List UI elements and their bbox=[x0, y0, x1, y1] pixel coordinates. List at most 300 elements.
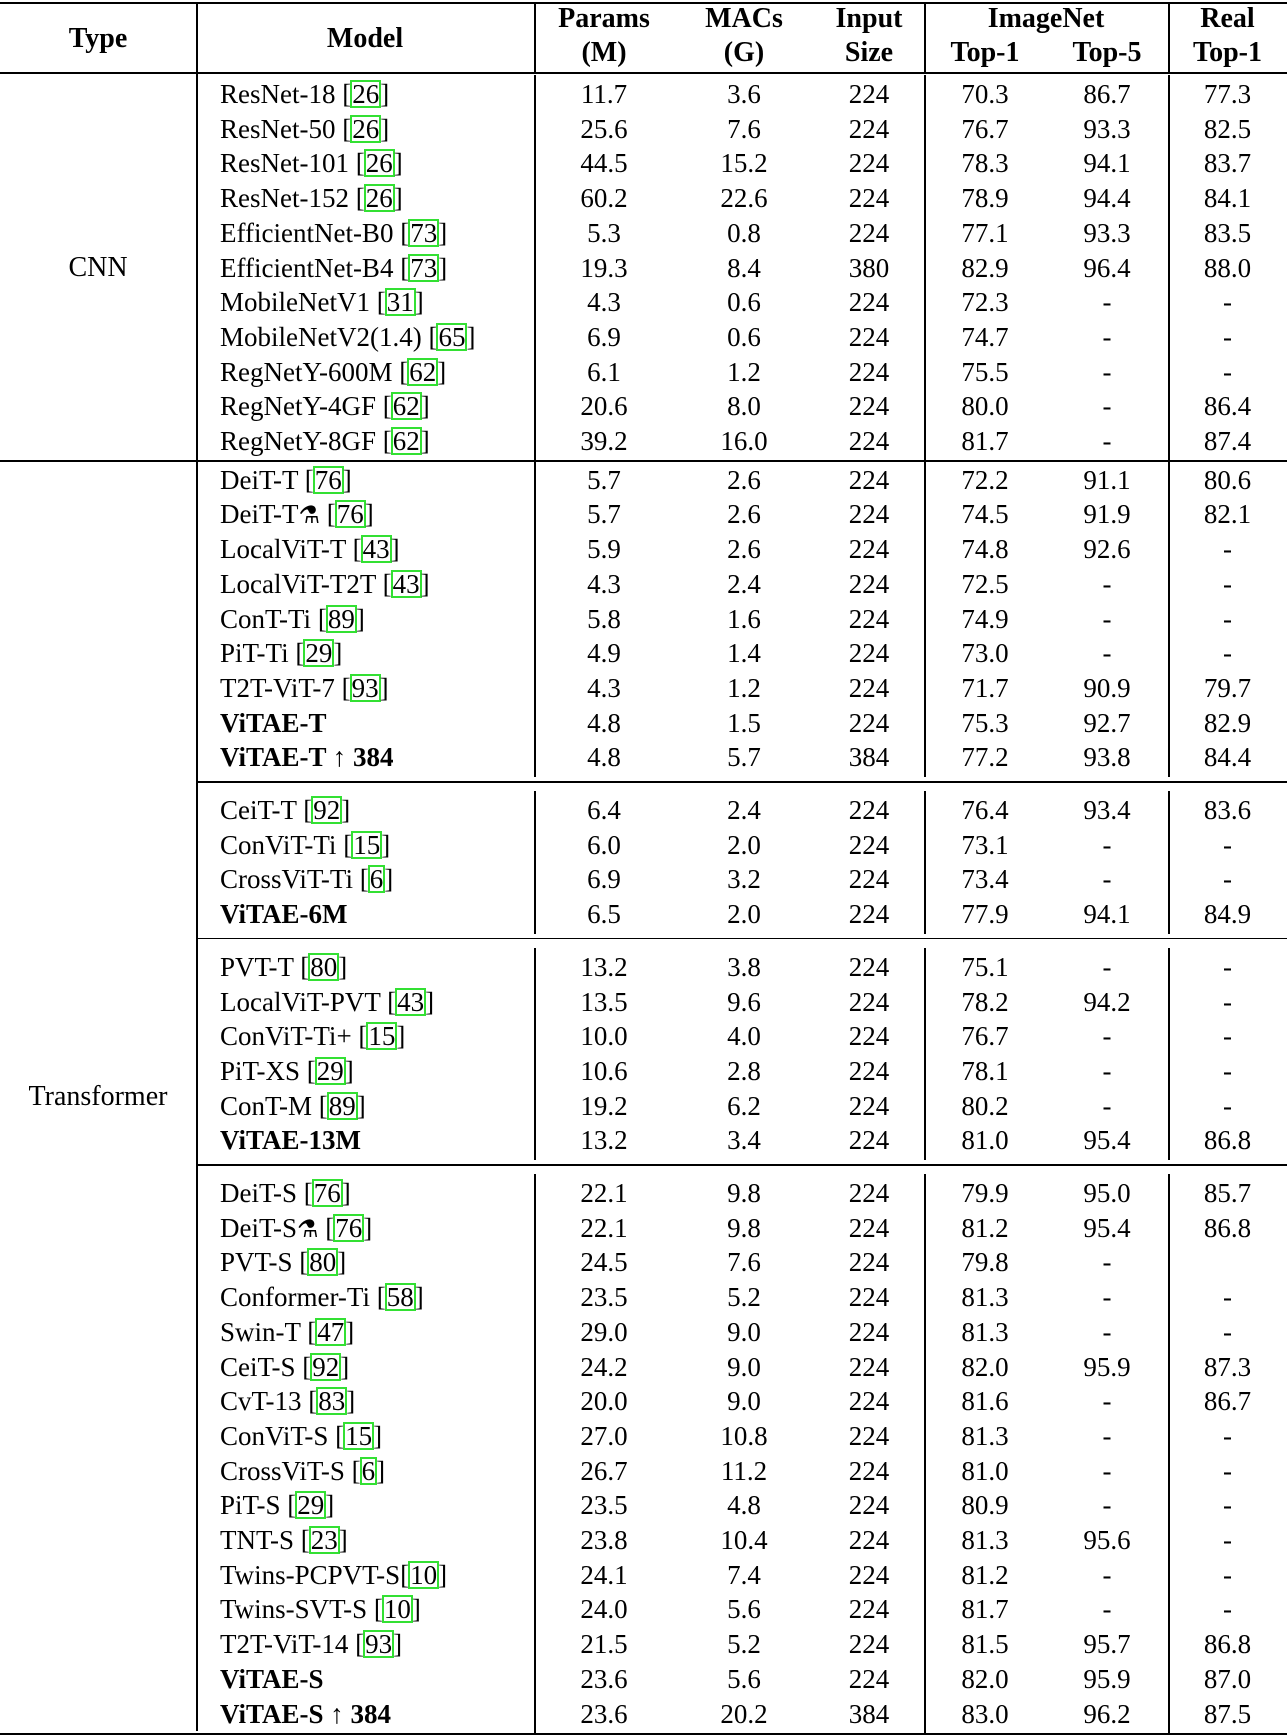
model-name: DeiT-T⚗ [76] bbox=[220, 499, 374, 530]
citation-link[interactable]: 62 bbox=[392, 426, 420, 456]
cell-real: - bbox=[1223, 1055, 1232, 1086]
cell-top1: 78.3 bbox=[961, 148, 1009, 179]
distillation-icon: ⚗ bbox=[297, 1216, 319, 1243]
cell-top5: 94.4 bbox=[1083, 183, 1131, 214]
citation-link[interactable]: 26 bbox=[365, 148, 393, 179]
cell-top5: 95.4 bbox=[1083, 1125, 1131, 1156]
header-model: Model bbox=[326, 23, 404, 54]
model-name: RegNetY-8GF [62] bbox=[220, 426, 430, 456]
model-name-text: LocalViT-T2T bbox=[220, 568, 383, 599]
cell-input: 224 bbox=[848, 1316, 890, 1347]
cell-input: 224 bbox=[848, 1594, 890, 1625]
citation-link[interactable]: 93 bbox=[365, 1629, 393, 1660]
cell-top5: 95.4 bbox=[1083, 1212, 1131, 1243]
cell-top5: 93.8 bbox=[1083, 742, 1131, 773]
cell-input: 224 bbox=[848, 183, 890, 214]
cell-top5: 95.9 bbox=[1083, 1663, 1131, 1694]
cell-top1: 83.0 bbox=[961, 1698, 1009, 1729]
cell-top1: 75.1 bbox=[961, 951, 1009, 982]
cell-top5: 90.9 bbox=[1083, 672, 1131, 703]
model-name-text: EfficientNet-B4 bbox=[220, 252, 401, 283]
cell-top1: 78.1 bbox=[961, 1055, 1009, 1086]
cell-top1: 81.0 bbox=[961, 1125, 1009, 1156]
cell-top5: 93.3 bbox=[1083, 113, 1131, 144]
column-rule bbox=[1168, 1174, 1170, 1733]
cell-top5: 91.1 bbox=[1083, 464, 1131, 495]
cell-real: 77.3 bbox=[1203, 79, 1252, 109]
cell-input: 224 bbox=[848, 534, 890, 565]
cell-input: 224 bbox=[848, 1055, 890, 1086]
model-name: T2T-ViT-7 [93] bbox=[220, 672, 389, 703]
cell-real: 88.0 bbox=[1203, 252, 1252, 283]
model-name: LocalViT-T [43] bbox=[220, 534, 400, 565]
cell-top1: 77.9 bbox=[961, 899, 1009, 930]
cell-input: 224 bbox=[848, 899, 890, 930]
cell-macs: 9.6 bbox=[727, 986, 761, 1017]
cell-top5: 95.6 bbox=[1083, 1525, 1131, 1555]
cell-input: 224 bbox=[848, 1090, 890, 1121]
cell-macs: 9.0 bbox=[727, 1386, 761, 1417]
cell-params: 39.2 bbox=[580, 426, 628, 456]
cell-top1: 81.2 bbox=[961, 1212, 1009, 1243]
cell-top1: 82.0 bbox=[961, 1351, 1009, 1382]
cell-params: 19.3 bbox=[580, 252, 628, 283]
cell-input: 224 bbox=[848, 391, 890, 422]
cell-input: 224 bbox=[848, 986, 890, 1017]
citation-link[interactable]: 92 bbox=[313, 795, 341, 825]
model-name bbox=[220, 740, 394, 774]
cell-input: 224 bbox=[848, 148, 890, 179]
cell-real: 82.1 bbox=[1203, 499, 1252, 530]
header-imagenet: ImageNet bbox=[987, 3, 1105, 34]
cell-macs: 5.2 bbox=[727, 1282, 761, 1313]
citation-link[interactable]: 43 bbox=[392, 568, 420, 599]
cell-params: 11.7 bbox=[580, 79, 628, 109]
cell-top5: 92.6 bbox=[1083, 534, 1131, 565]
header-params: Params bbox=[558, 3, 650, 34]
cell-input: 224 bbox=[848, 113, 890, 144]
cell-macs: 11.2 bbox=[720, 1455, 768, 1486]
cell-top5: - bbox=[1102, 321, 1112, 352]
cell-top5: - bbox=[1102, 1386, 1112, 1417]
cell-real: - bbox=[1223, 1316, 1232, 1347]
model-name: Twins-PCPVT-S[10] bbox=[220, 1559, 448, 1590]
model-name-text: Swin-T bbox=[220, 1316, 308, 1347]
cell-top5: - bbox=[1102, 1490, 1112, 1521]
cell-real: 84.1 bbox=[1203, 183, 1252, 214]
cell-top1: 81.0 bbox=[961, 1455, 1009, 1486]
cell-input: 224 bbox=[848, 603, 890, 634]
cell-top5: 94.1 bbox=[1083, 899, 1131, 930]
model-name-text: CeiT-S bbox=[220, 1351, 303, 1382]
cell-params: 22.1 bbox=[580, 1178, 628, 1208]
cell-top1: 81.3 bbox=[961, 1282, 1009, 1313]
model-name: PiT-S [29] bbox=[220, 1490, 335, 1521]
model-name-text: MobileNetV1 bbox=[220, 287, 377, 318]
cell-macs: 20.2 bbox=[720, 1698, 768, 1729]
group-rule bbox=[196, 1164, 1287, 1166]
cell-real: 86.4 bbox=[1203, 391, 1252, 422]
model-name: ConViT-Ti+ [15] bbox=[220, 1021, 406, 1052]
citation-link[interactable]: 65 bbox=[438, 321, 466, 352]
cell-macs: 7.6 bbox=[727, 1247, 761, 1278]
cell-macs: 9.0 bbox=[727, 1316, 761, 1347]
cell-macs: 3.8 bbox=[727, 951, 761, 982]
cell-params: 5.8 bbox=[587, 603, 621, 634]
section-rule bbox=[0, 460, 1287, 462]
cell-top5: - bbox=[1102, 568, 1112, 599]
cell-top5: - bbox=[1102, 426, 1112, 456]
header-input: Input bbox=[835, 3, 903, 34]
citation-link[interactable]: 47 bbox=[317, 1316, 345, 1347]
model-name: RegNetY-4GF [62] bbox=[220, 391, 430, 422]
citation-link[interactable]: 76 bbox=[335, 1212, 363, 1243]
cell-real: - bbox=[1223, 1455, 1232, 1486]
model-name-text: T2T-ViT-7 bbox=[220, 672, 342, 703]
cell-params: 4.3 bbox=[587, 287, 621, 318]
model-name-text: MobileNetV2(1.4) bbox=[220, 321, 429, 352]
cell-macs: 7.4 bbox=[727, 1559, 761, 1590]
cell-macs: 2.0 bbox=[727, 899, 761, 930]
model-name-text: PiT-S bbox=[220, 1490, 288, 1521]
cell-top5: - bbox=[1102, 1247, 1112, 1278]
model-name-text: ConViT-S bbox=[220, 1420, 336, 1451]
model-name-text: CeiT-T bbox=[220, 795, 304, 825]
cell-top1: 79.8 bbox=[961, 1247, 1009, 1278]
citation-link[interactable]: 80 bbox=[310, 951, 338, 982]
citation-link[interactable]: 15 bbox=[353, 829, 381, 860]
citation-link[interactable]: 15 bbox=[345, 1420, 373, 1451]
cell-real: - bbox=[1223, 1282, 1232, 1313]
cell-top1: 73.1 bbox=[961, 829, 1009, 860]
cell-macs: 10.4 bbox=[720, 1525, 768, 1555]
cell-params: 25.6 bbox=[580, 113, 628, 144]
cell-real: - bbox=[1223, 986, 1232, 1017]
citation-link[interactable]: 76 bbox=[336, 499, 364, 530]
model-name: MobileNetV1 [31] bbox=[220, 287, 424, 318]
column-rule bbox=[924, 75, 926, 461]
cell-params: 24.0 bbox=[580, 1594, 628, 1625]
cell-top1: 74.5 bbox=[961, 499, 1009, 530]
cell-real: 86.8 bbox=[1203, 1125, 1252, 1156]
cell-top5: 96.4 bbox=[1083, 252, 1131, 283]
cell-params: 6.0 bbox=[587, 829, 621, 860]
cell-top1: 70.3 bbox=[961, 79, 1009, 109]
cell-params: 24.5 bbox=[580, 1247, 628, 1278]
cell-macs: 22.6 bbox=[720, 183, 768, 214]
citation-link[interactable]: 6 bbox=[361, 1455, 376, 1486]
model-name: LocalViT-PVT [43] bbox=[220, 986, 435, 1017]
cell-top1: 76.4 bbox=[961, 795, 1009, 825]
column-rule bbox=[1168, 461, 1170, 777]
cell-real: - bbox=[1223, 829, 1232, 860]
cell-params: 60.2 bbox=[580, 183, 628, 214]
citation-link[interactable]: 89 bbox=[328, 1090, 356, 1121]
citation-link[interactable]: 73 bbox=[410, 217, 438, 248]
cell-input: 224 bbox=[848, 287, 890, 318]
citation-link[interactable]: 62 bbox=[409, 356, 437, 387]
column-rule bbox=[924, 461, 926, 777]
cell-input: 380 bbox=[848, 252, 890, 283]
model-name-text: PiT-XS bbox=[220, 1055, 307, 1086]
cell-params: 5.7 bbox=[587, 464, 621, 495]
cell-real: 87.5 bbox=[1203, 1698, 1252, 1729]
model-name bbox=[220, 1662, 324, 1696]
group-rule bbox=[196, 781, 1287, 783]
citation-link[interactable]: 29 bbox=[297, 1490, 325, 1521]
model-name: CeiT-T [92] bbox=[220, 795, 351, 825]
header-real: Real bbox=[1200, 3, 1255, 34]
model-name-text: ViTAE-S bbox=[220, 1663, 324, 1694]
cell-params: 6.1 bbox=[587, 356, 621, 387]
cell-params: 24.2 bbox=[580, 1351, 628, 1382]
cell-macs: 3.2 bbox=[727, 864, 761, 895]
citation-link[interactable]: 43 bbox=[362, 534, 390, 565]
column-rule bbox=[534, 75, 536, 461]
cell-top5: 93.4 bbox=[1083, 795, 1131, 825]
model-name-text: ResNet-152 bbox=[220, 183, 356, 214]
citation-link[interactable]: 62 bbox=[392, 391, 420, 422]
cell-top1: 81.3 bbox=[961, 1420, 1009, 1451]
type-cnn-label: CNN bbox=[68, 251, 128, 283]
cell-params: 21.5 bbox=[580, 1629, 628, 1660]
cell-macs: 9.8 bbox=[727, 1212, 761, 1243]
cell-real: 82.9 bbox=[1203, 707, 1252, 738]
cell-input: 224 bbox=[848, 1629, 890, 1660]
cell-top1: 75.5 bbox=[961, 356, 1009, 387]
cell-input: 224 bbox=[848, 795, 890, 825]
cell-input: 224 bbox=[848, 1386, 890, 1417]
cell-top5: - bbox=[1102, 356, 1112, 387]
citation-link[interactable]: 26 bbox=[365, 183, 393, 214]
cell-top1: 72.3 bbox=[961, 287, 1009, 318]
model-name: DeiT-S [76] bbox=[220, 1178, 351, 1208]
model-name-text: Twins-PCPVT-S bbox=[220, 1559, 401, 1590]
cell-params: 6.9 bbox=[587, 321, 621, 352]
cell-real: 83.7 bbox=[1203, 148, 1252, 179]
cell-top5: - bbox=[1102, 829, 1112, 860]
cell-input: 224 bbox=[848, 1663, 890, 1694]
citation-link[interactable]: 76 bbox=[313, 1178, 341, 1208]
cell-params: 26.7 bbox=[580, 1455, 628, 1486]
cell-params: 4.3 bbox=[587, 568, 621, 599]
cell-macs: 5.6 bbox=[727, 1594, 761, 1625]
cell-top5: 95.0 bbox=[1083, 1178, 1131, 1208]
cell-top1: 77.2 bbox=[961, 742, 1009, 773]
cell-macs: 2.6 bbox=[727, 499, 761, 530]
cell-params: 23.6 bbox=[580, 1698, 628, 1729]
cell-top5: - bbox=[1102, 1090, 1112, 1121]
cell-input: 384 bbox=[848, 742, 890, 773]
cell-real: 87.4 bbox=[1203, 426, 1252, 456]
model-name-text: DeiT-T bbox=[220, 499, 299, 530]
model-name-text: ConViT-Ti+ bbox=[220, 1021, 359, 1052]
cell-macs: 10.8 bbox=[720, 1420, 768, 1451]
model-name: ConViT-Ti [15] bbox=[220, 829, 391, 860]
cell-input: 224 bbox=[848, 568, 890, 599]
model-name: T2T-ViT-14 [93] bbox=[220, 1629, 403, 1660]
cell-macs: 3.6 bbox=[727, 79, 761, 109]
cell-real: 86.8 bbox=[1203, 1629, 1252, 1660]
cell-real: - bbox=[1223, 1559, 1232, 1590]
cell-top5: 95.7 bbox=[1083, 1629, 1131, 1660]
model-name: DeiT-T [76] bbox=[220, 464, 352, 495]
cell-input: 224 bbox=[848, 1525, 890, 1555]
cell-macs: 0.6 bbox=[727, 321, 761, 352]
model-name-text: CrossViT-Ti bbox=[220, 864, 360, 895]
header-input-size: Size bbox=[844, 37, 894, 68]
cell-macs: 1.2 bbox=[727, 672, 761, 703]
cell-macs: 1.2 bbox=[727, 356, 761, 387]
cell-macs: 1.5 bbox=[727, 707, 761, 738]
cell-params: 29.0 bbox=[580, 1316, 628, 1347]
cell-macs: 2.0 bbox=[727, 829, 761, 860]
cell-real: 82.5 bbox=[1203, 113, 1252, 144]
header-column-rule bbox=[196, 2, 198, 74]
cell-top5: - bbox=[1102, 1594, 1112, 1625]
cell-top1: 82.9 bbox=[961, 252, 1009, 283]
cell-top5: - bbox=[1102, 391, 1112, 422]
model-name-text: ViTAE-13M bbox=[220, 1125, 361, 1156]
cell-top5: - bbox=[1102, 1316, 1112, 1347]
cell-real: - bbox=[1223, 603, 1232, 634]
cell-top5: - bbox=[1102, 1455, 1112, 1486]
cell-macs: 0.6 bbox=[727, 287, 761, 318]
cell-input: 224 bbox=[848, 499, 890, 530]
cell-top1: 71.7 bbox=[961, 672, 1009, 703]
cell-params: 5.7 bbox=[587, 499, 621, 530]
column-rule bbox=[534, 1174, 536, 1733]
citation-link[interactable]: 31 bbox=[386, 287, 414, 318]
model-name-text: LocalViT-T bbox=[220, 534, 353, 565]
cell-real: - bbox=[1223, 1420, 1232, 1451]
cell-params: 5.3 bbox=[587, 217, 621, 248]
cell-macs: 15.2 bbox=[720, 148, 768, 179]
model-name-text: LocalViT-PVT bbox=[220, 986, 388, 1017]
citation-link[interactable]: 92 bbox=[312, 1351, 340, 1382]
column-rule bbox=[534, 948, 536, 1160]
model-name-text: ViTAE-T ↑ 384 bbox=[220, 742, 394, 773]
cell-input: 224 bbox=[848, 321, 890, 352]
cell-input: 224 bbox=[848, 1125, 890, 1156]
cell-input: 224 bbox=[848, 79, 890, 109]
cell-input: 224 bbox=[848, 426, 890, 456]
cell-macs: 3.4 bbox=[727, 1125, 761, 1156]
citation-link[interactable]: 10 bbox=[383, 1594, 411, 1625]
cell-top5: - bbox=[1102, 1282, 1112, 1313]
cell-input: 224 bbox=[848, 1455, 890, 1486]
cell-top1: 78.9 bbox=[961, 183, 1009, 214]
cell-macs: 4.8 bbox=[727, 1490, 761, 1521]
cell-top1: 72.5 bbox=[961, 568, 1009, 599]
citation-link[interactable]: 29 bbox=[305, 638, 333, 669]
model-name-text: TNT-S bbox=[220, 1525, 301, 1555]
model-name-text: RegNetY-4GF bbox=[220, 391, 383, 422]
cell-top1: 78.2 bbox=[961, 986, 1009, 1017]
model-name: ResNet-152 [26] bbox=[220, 183, 403, 214]
citation-link[interactable]: 6 bbox=[369, 864, 384, 895]
column-rule bbox=[1168, 948, 1170, 1160]
cell-real: - bbox=[1223, 951, 1232, 982]
column-rule bbox=[1168, 75, 1170, 461]
cell-real: 86.7 bbox=[1203, 1386, 1252, 1417]
cell-params: 10.6 bbox=[580, 1055, 628, 1086]
cell-macs: 1.6 bbox=[727, 603, 761, 634]
cell-top5: 94.1 bbox=[1083, 148, 1131, 179]
model-name-text: Twins-SVT-S bbox=[220, 1594, 374, 1625]
cell-real: - bbox=[1223, 1594, 1232, 1625]
cell-real: - bbox=[1223, 864, 1232, 895]
cell-input: 224 bbox=[848, 1282, 890, 1313]
cell-macs: 16.0 bbox=[720, 426, 768, 456]
citation-link[interactable]: 83 bbox=[318, 1386, 346, 1417]
cell-real: - bbox=[1223, 1525, 1232, 1555]
column-rule bbox=[196, 73, 198, 459]
cell-input: 224 bbox=[848, 672, 890, 703]
cell-top5: 91.9 bbox=[1083, 499, 1131, 530]
model-name-text: PVT-S bbox=[220, 1247, 300, 1278]
cell-real: - bbox=[1223, 287, 1232, 318]
citation-link[interactable]: 23 bbox=[310, 1525, 338, 1555]
model-name: PVT-T [80] bbox=[220, 951, 348, 982]
cell-input: 224 bbox=[848, 1212, 890, 1243]
model-name: EfficientNet-B0 [73] bbox=[220, 217, 448, 248]
cell-top1: 81.7 bbox=[961, 1594, 1009, 1625]
cell-top5: - bbox=[1102, 864, 1112, 895]
cell-top1: 80.2 bbox=[961, 1090, 1009, 1121]
citation-link[interactable]: 10 bbox=[410, 1559, 438, 1590]
cell-params: 27.0 bbox=[580, 1420, 628, 1451]
citation-link[interactable]: 80 bbox=[309, 1247, 337, 1278]
model-name-text: ResNet-18 bbox=[220, 79, 343, 109]
citation-link[interactable]: 15 bbox=[368, 1021, 396, 1052]
model-name-text: PVT-T bbox=[220, 951, 301, 982]
model-name: PiT-Ti [29] bbox=[220, 638, 343, 669]
cell-top5: - bbox=[1102, 638, 1112, 669]
citation-link[interactable]: 29 bbox=[316, 1055, 344, 1086]
citation-link[interactable]: 76 bbox=[314, 464, 342, 495]
cell-real: - bbox=[1223, 1490, 1232, 1521]
citation-link[interactable]: 58 bbox=[386, 1282, 414, 1313]
model-name: CrossViT-S [6] bbox=[220, 1455, 386, 1486]
model-name: ConT-Ti [89] bbox=[220, 603, 365, 634]
group-rule bbox=[196, 938, 1287, 940]
citation-link[interactable]: 26 bbox=[352, 79, 380, 109]
header-imagenet-top1: Top-1 bbox=[950, 37, 1020, 68]
cell-real: 83.5 bbox=[1203, 217, 1252, 248]
citation-link[interactable]: 73 bbox=[410, 252, 438, 283]
cell-input: 224 bbox=[848, 1021, 890, 1052]
citation-link[interactable]: 89 bbox=[327, 603, 355, 634]
cell-params: 13.2 bbox=[580, 1125, 628, 1156]
model-name-text: DeiT-T bbox=[220, 464, 305, 495]
cell-params: 13.2 bbox=[580, 951, 628, 982]
cell-params: 6.9 bbox=[587, 864, 621, 895]
cell-top1: 81.3 bbox=[961, 1525, 1009, 1555]
column-rule bbox=[534, 791, 536, 934]
model-name: MobileNetV2(1.4) [65] bbox=[220, 321, 476, 352]
cell-macs: 2.6 bbox=[727, 464, 761, 495]
cell-macs: 8.4 bbox=[727, 252, 761, 283]
model-name-text: ResNet-50 bbox=[220, 113, 343, 144]
citation-link[interactable]: 43 bbox=[397, 986, 425, 1017]
citation-link[interactable]: 26 bbox=[352, 113, 380, 144]
cell-top5: 92.7 bbox=[1083, 707, 1131, 738]
model-name bbox=[220, 897, 348, 931]
distillation-icon: ⚗ bbox=[298, 503, 320, 530]
citation-link[interactable]: 93 bbox=[351, 672, 379, 703]
cell-real: 79.7 bbox=[1203, 672, 1252, 703]
